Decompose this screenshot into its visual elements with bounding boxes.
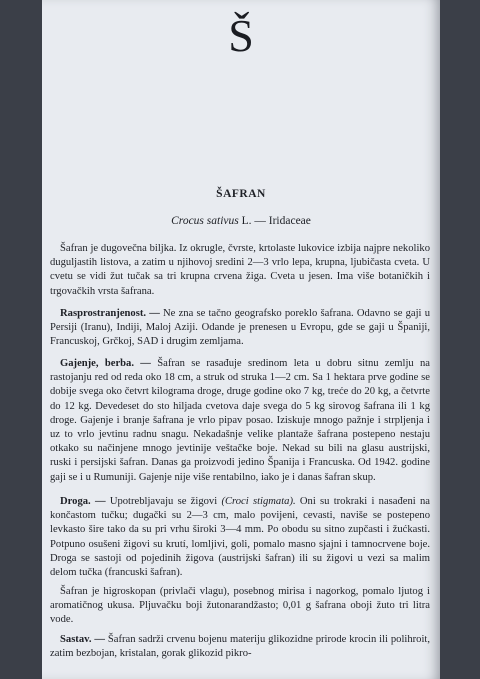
chapter-letter: Š <box>228 10 254 61</box>
composition-text: Šafran sadrži crvenu bojenu materiju glikozidne prirode krocin ili polihroit, zatim bezbojan, kristalan, gorak glikozid pikro- <box>50 634 430 660</box>
paragraph-description <box>50 242 430 299</box>
paragraph-properties <box>50 585 430 628</box>
latin-name: Crocus sativus <box>171 215 239 227</box>
properties-text: Šafran je higroskopan (privlači vlagu), posebnog mirisa i nagorkog, pomalo ljutog i aromatičnog ukusa. Pljuvačku boji žutonarandžasto; 0,01 g šafrana oboji žuto tri litra vode. <box>50 586 430 626</box>
article-subtitle <box>42 215 440 227</box>
paragraph-distribution <box>50 307 430 350</box>
distribution-text: Ne zna se tačno geografsko poreklo šafrana. Odavno se gaji u Persiji (Iranu), Indiji, Maloj Aziji. Odande je prenesen u Evropu, gde se gaji u Španiji, Francuskoj, Grčkoj, SAD i drugim zemljama. <box>50 308 430 348</box>
book-page <box>42 0 440 679</box>
drug-text-b: Oni su trokraki i nasađeni na končastom tučku; dugački su 2—3 cm, malo povijeni, cevasti, naviše se postepeno levkasto šire tako da su pri vrhu široki 3—4 mm. Po obodu su sitno zupčasti i žućkasti. Potpuno osušeni žigovi su krutí, lomljivi, goli, pomalo masno sjajni i tamnocrvene boje. Droga se sastoji od pojedinih žigova (austrijski šafran) ili su žigovi u vezi sa malim delom tučka (francuski šafran). <box>50 496 430 579</box>
article-title: ŠAFRAN <box>216 188 266 200</box>
paragraph-composition <box>50 633 430 661</box>
cultivation-heading: Gajenje, berba. — <box>60 358 151 369</box>
paragraph-drug <box>50 495 430 580</box>
description-text: Šafran je dugovečna biljka. Iz okrugle, čvrste, krtolaste lukovice izbija najpre nekoliko duguljastih listova, a zatim u njihovoj sredini 2—3 vrlo lepa, krupna, ljubičasta cveta. U cvetu se vidi žut tučak sa tri krupna crvena žiga. Cveta u jesen. Ima više botaničkih i trgovačkih vrsta šafrana. <box>50 243 430 297</box>
drug-latin: (Croci stigmata). <box>221 496 296 507</box>
composition-heading: Sastav. — <box>60 634 105 645</box>
drug-text-a: Upotrebljavaju se žigovi <box>109 496 218 507</box>
distribution-heading: Rasprostranjenost. — <box>60 308 160 319</box>
drug-heading: Droga. — <box>60 496 106 507</box>
cultivation-text: Šafran se rasađuje sredinom leta u dobru sitnu zemlju na rastojanju red od reda oko 18 cm, a struk od struka 1—2 cm. Sa 1 hektara prve godine se dobije svega oko četvrt kilograma droge, druge godine oko 7 kg, treće do 20 kg, a četvrte do 12 kg. Devedeset do sto hiljada cvetova daje svega do 5 kg sirovog šafrana ili 1 kg droge. Gajenje i branje šafrana je vrlo pipav posao. Iziskuje mnogo pažnje i strpljenja i uz to vrlo jevtinu radnu snagu. Nekadašnje velike plantaže šafrana postepeno nestaju otkako su načinjene mnogo jevtinije veštačke boje. Nekad su bili na glasu austrijski, ruski i persijski šafran. Danas ga proizvodi jedino Španija i Francuska. Od 1942. godine gaji se i u Rumuniji. Gajenje nije više rentabilno, iako je i danas šafran skup. <box>50 358 431 483</box>
family-name: L. — Iridaceae <box>241 215 311 227</box>
paragraph-cultivation <box>50 357 430 485</box>
